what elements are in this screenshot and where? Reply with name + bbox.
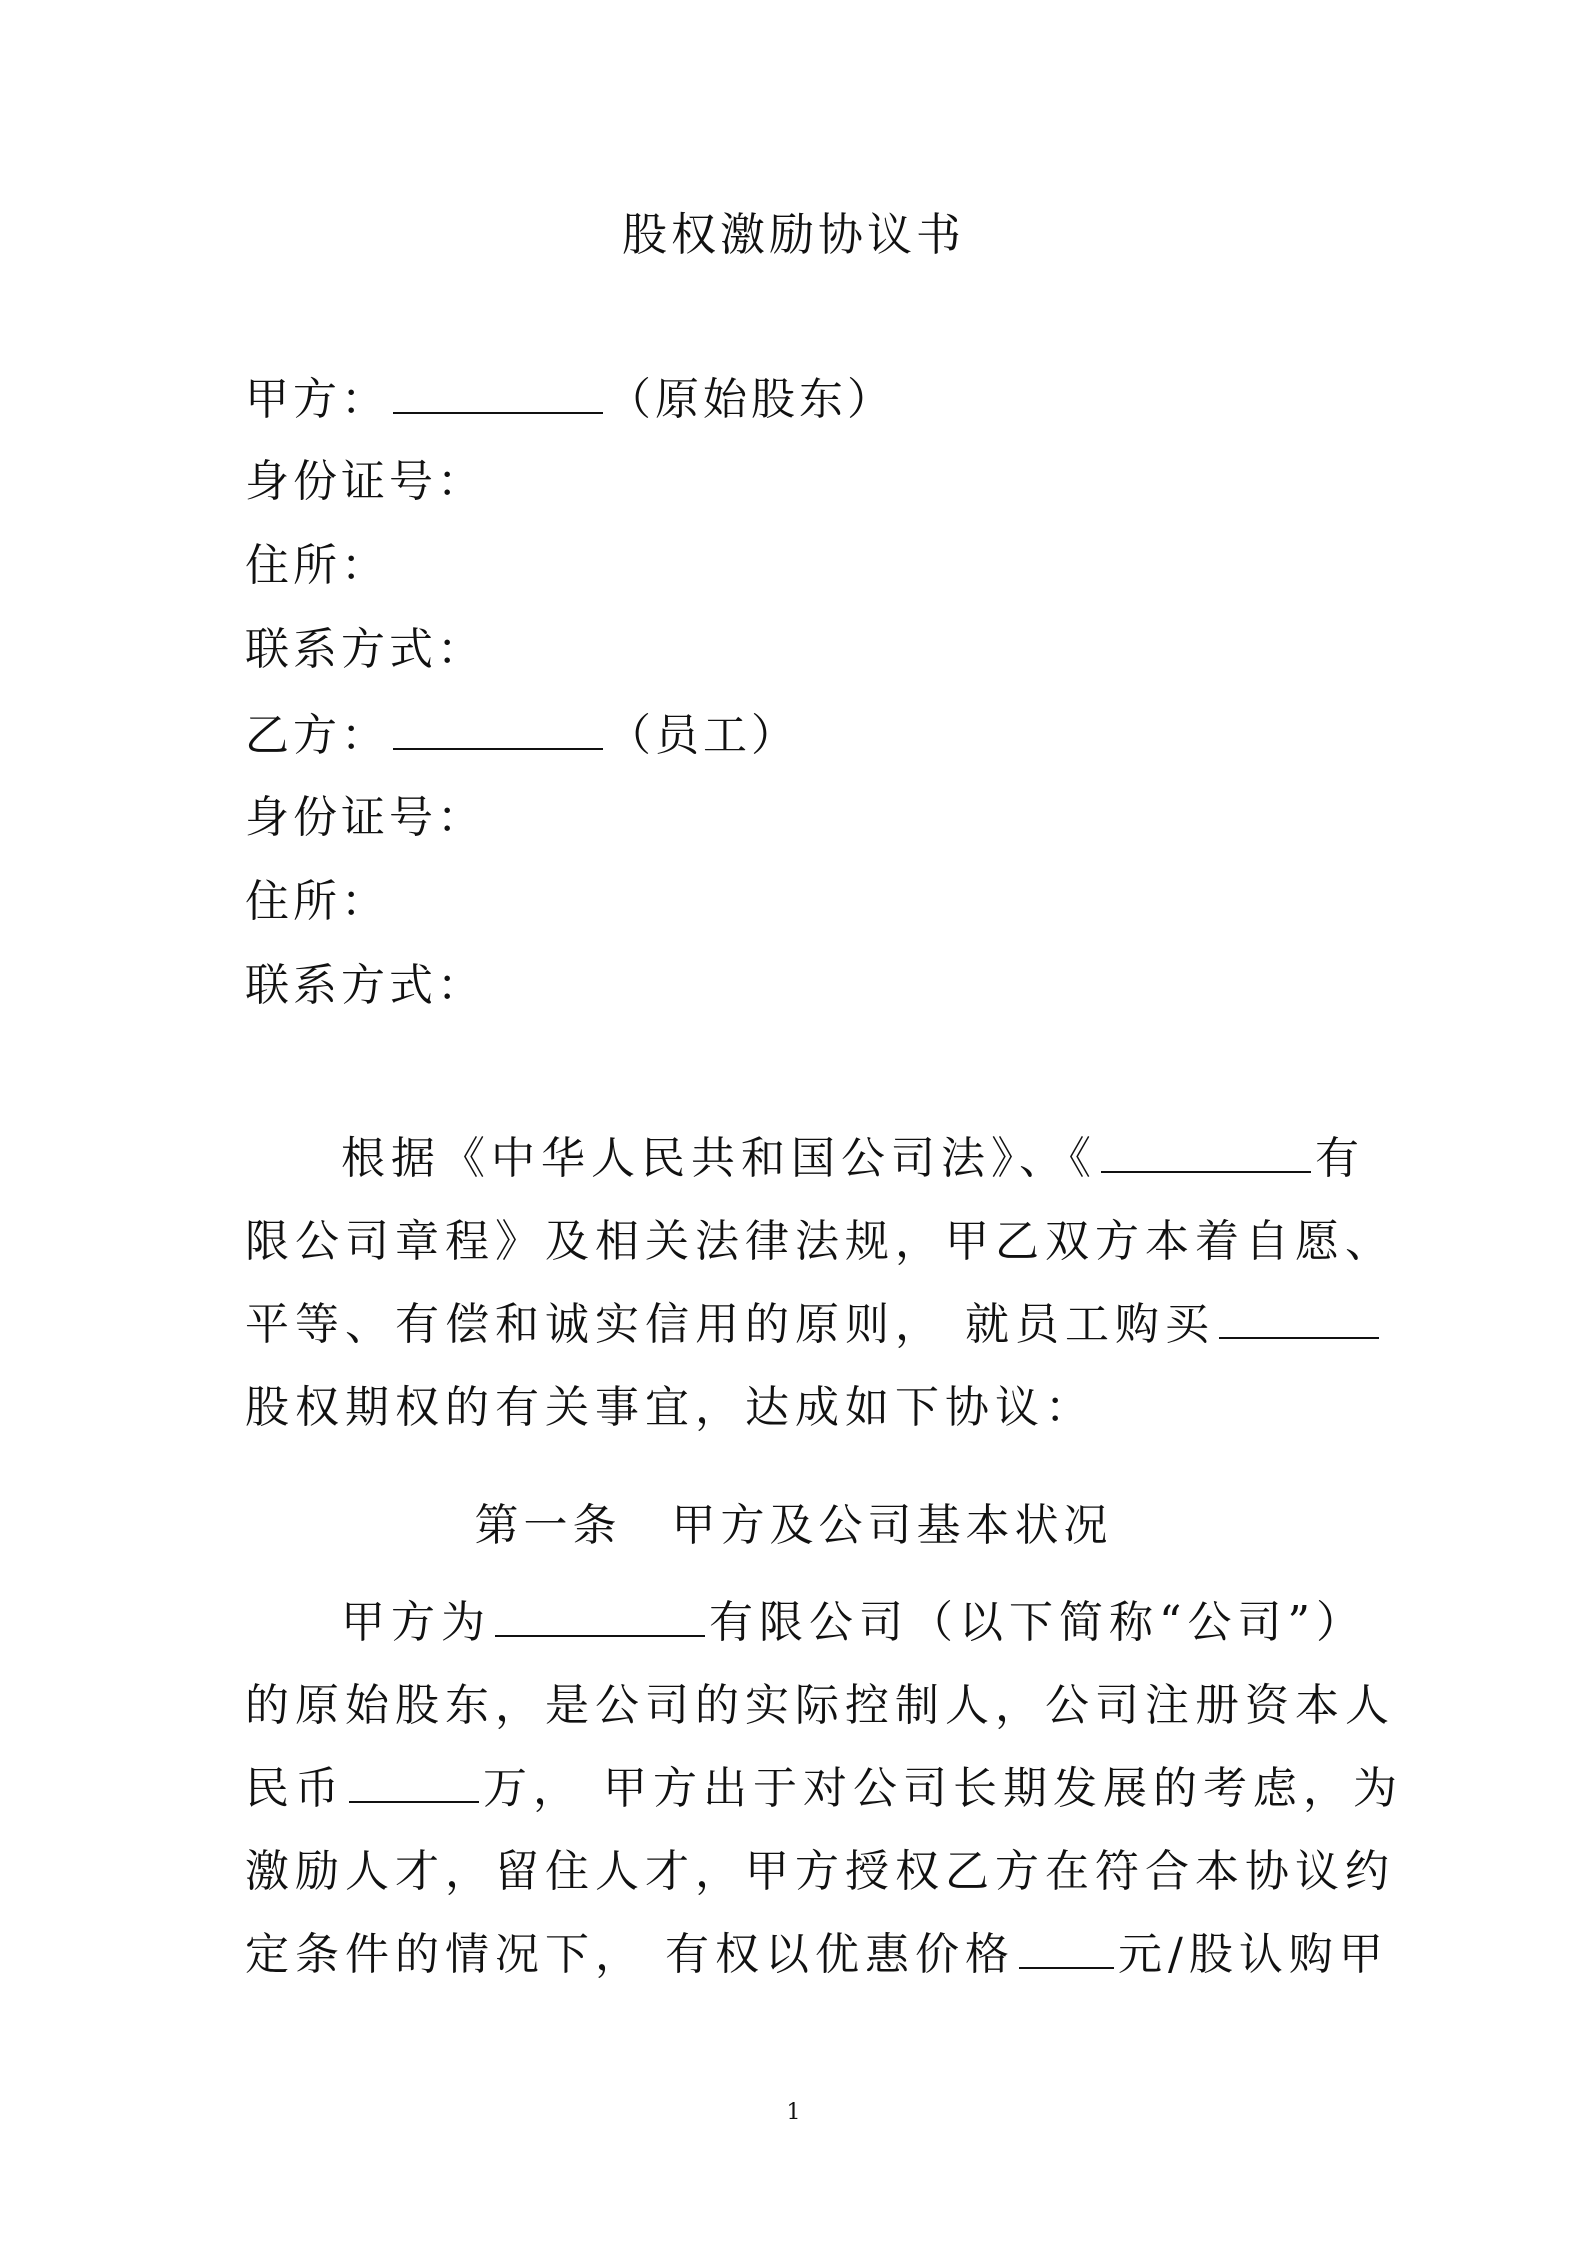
intro-paragraph — [245, 1117, 1395, 1449]
party-b-name-blank[interactable] — [393, 704, 603, 750]
equity-blank[interactable] — [1219, 1293, 1379, 1339]
company-name-blank-2[interactable] — [495, 1591, 705, 1637]
price-blank[interactable] — [1019, 1923, 1114, 1969]
party-b-role: （员工） — [607, 710, 799, 761]
company-name-blank[interactable] — [1101, 1127, 1311, 1173]
registered-capital-blank[interactable] — [349, 1757, 479, 1803]
party-b-line — [245, 704, 799, 766]
article-1-title: 甲方及公司基本状况 — [671, 1500, 1113, 1551]
article-1-line-2: 的原始股东，是公司的实际控制人，公司注册资本人 — [245, 1680, 1395, 1731]
page-number: 1 — [786, 2100, 801, 2125]
article-1-line-5-text: 定条件的情况下， 有权以优惠价格 — [245, 1929, 1015, 1980]
party-a-label: 甲方： — [245, 374, 389, 425]
intro-line-3-text: 平等、有偿和诚实信用的原则， 就员工购买 — [245, 1299, 1215, 1350]
article-1-line-4: 激励人才，留住人才，甲方授权乙方在符合本协议约 — [245, 1846, 1395, 1897]
intro-line-1 — [245, 1117, 1365, 1200]
article-1-number: 第一条 — [474, 1500, 622, 1551]
intro-line-2: 限公司章程》及相关法律法规，甲乙双方本着自愿、 — [245, 1216, 1395, 1267]
article-1-line-1-end: 有限公司（以下简称“公司”） — [709, 1597, 1366, 1648]
article-1-line-3-end: 万， 甲方出于对公司长期发展的考虑，为 — [483, 1763, 1403, 1814]
intro-line-1-end: 有 — [1315, 1133, 1365, 1184]
party-a-contact-label: 联系方式： — [245, 624, 485, 675]
document-title: 股权激励协议书 — [621, 208, 965, 261]
party-b-id-label: 身份证号： — [245, 792, 485, 843]
article-1-line-1-text: 甲方为 — [341, 1597, 491, 1648]
party-a-role: （原始股东） — [607, 374, 895, 425]
article-1-line-3 — [245, 1747, 1403, 1830]
intro-line-4: 股权期权的有关事宜，达成如下协议： — [245, 1382, 1095, 1433]
party-a-name-blank[interactable] — [393, 368, 603, 414]
article-1-line-3-text: 民币 — [245, 1763, 345, 1814]
party-b-label: 乙方： — [245, 710, 389, 761]
article-1-line-5-end: 元/股认购甲 — [1118, 1929, 1389, 1980]
party-a-id-label: 身份证号： — [245, 456, 485, 507]
intro-line-1-text: 根据《中华人民共和国公司法》、《 — [341, 1133, 1097, 1184]
party-a-address-label: 住所： — [245, 540, 389, 591]
party-b-address-label: 住所： — [245, 876, 389, 927]
article-1-line-5 — [245, 1913, 1389, 1996]
party-b-contact-label: 联系方式： — [245, 960, 485, 1011]
article-1-heading — [0, 1496, 1587, 1556]
party-a-line — [245, 368, 895, 430]
intro-line-3 — [245, 1283, 1355, 1366]
article-1-paragraph — [245, 1581, 1403, 1996]
article-1-line-1 — [245, 1581, 1366, 1664]
